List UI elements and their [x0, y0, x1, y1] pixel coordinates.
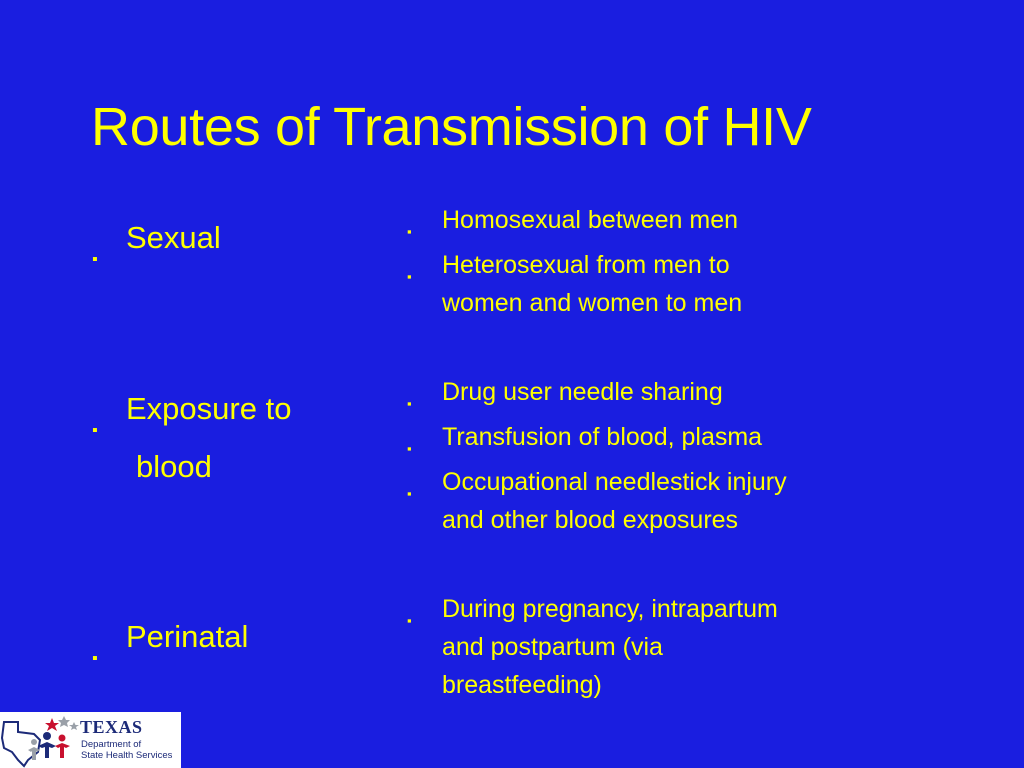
sub-bullet-text: Transfusion of blood, plasma [442, 423, 763, 451]
slide-title: Routes of Transmission of HIV [91, 97, 812, 157]
sub-bullet-text-continued: breastfeeding) [442, 671, 602, 699]
sub-bullet-text: Heterosexual from men to [442, 251, 730, 279]
sub-bullet-text-continued: and postpartum (via [442, 633, 663, 661]
square-bullet-icon: ▪ [407, 486, 412, 501]
sub-bullet-text-continued: women and women to men [442, 289, 743, 317]
square-bullet-icon: ▪ [92, 422, 98, 439]
bullet-perinatal [92, 608, 248, 666]
square-bullet-icon: ▪ [407, 613, 412, 628]
logo-subtitle-line-2: State Health Services [81, 750, 173, 761]
square-bullet-icon: ▪ [407, 269, 412, 284]
logo-wordmark: TEXAS [80, 717, 143, 737]
sub-bullet-pregnancy [407, 590, 927, 704]
sub-bullet-transfusion [407, 418, 927, 456]
bullet-text: Sexual [126, 220, 221, 255]
bullet-text-continued: blood [136, 449, 212, 484]
sub-bullet-text: Drug user needle sharing [442, 378, 723, 406]
bullet-text: Exposure to [126, 391, 292, 426]
sub-bullet-text: Occupational needlestick injury [442, 468, 787, 496]
sub-bullet-text-continued: and other blood exposures [442, 506, 739, 534]
sub-bullet-heterosexual [407, 246, 927, 322]
logo-subtitle-line-1: Department of [81, 739, 142, 750]
texas-dshs-logo [0, 712, 181, 768]
square-bullet-icon: ▪ [407, 441, 412, 456]
square-bullet-icon: ▪ [407, 396, 412, 411]
bullet-exposure-to-blood [92, 380, 291, 496]
texas-state-figures-icon [0, 712, 80, 768]
sub-bullet-text: Homosexual between men [442, 206, 738, 234]
sub-bullet-homosexual [407, 201, 927, 239]
sub-bullet-occupational [407, 463, 927, 539]
square-bullet-icon: ▪ [92, 251, 98, 268]
square-bullet-icon: ▪ [92, 650, 98, 667]
bullet-text: Perinatal [126, 619, 249, 654]
square-bullet-icon: ▪ [407, 224, 412, 239]
sub-bullet-drug-user [407, 373, 927, 411]
sub-bullet-text: During pregnancy, intrapartum [442, 595, 778, 623]
bullet-sexual [92, 209, 221, 267]
